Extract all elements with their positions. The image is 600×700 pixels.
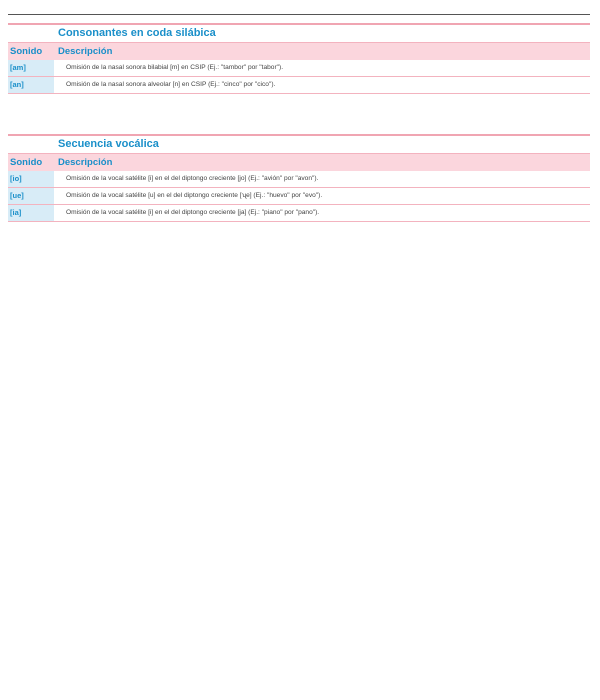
description-cell: Omisión de la nasal sonora alveolar [n] en CSIP (Ej.: "cinco" por "cico"). [66,81,276,88]
table-row [8,171,590,188]
section-consonantes [8,23,590,94]
sound-cell: [io] [8,171,54,187]
sound-cell: [ia] [8,205,54,221]
table-row [8,60,590,77]
sound-cell: [an] [8,77,54,93]
table-row [8,205,590,222]
sound-cell: [ue] [8,188,54,204]
column-header-sonido: Sonido [10,157,43,168]
top-divider [8,14,590,15]
table-header [8,42,590,60]
description-cell: Omisión de la vocal satélite [i] en el del diptongo creciente [jo] (Ej.: "avión" por "avon"). [66,175,319,182]
column-header-descripcion: Descripción [58,157,113,168]
table-row [8,188,590,205]
description-cell: Omisión de la nasal sonora bilabial [m] en CSIP (Ej.: "tambor" por "tabor"). [66,64,284,71]
description-cell: Omisión de la vocal satélite [u] en el del diptongo creciente [ʯe] (Ej.: "huevo" por "evo"). [66,192,323,199]
section-title: Secuencia vocálica [58,138,159,150]
description-cell: Omisión de la vocal satélite [i] en el del diptongo creciente [ja] (Ej.: "piano" por "pano"). [66,209,320,216]
table-header [8,153,590,171]
section-secuencia [8,134,590,222]
column-header-descripcion: Descripción [58,46,113,57]
table-row [8,77,590,94]
section-title: Consonantes en coda silábica [58,27,216,39]
column-header-sonido: Sonido [10,46,43,57]
sound-cell: [am] [8,60,54,76]
